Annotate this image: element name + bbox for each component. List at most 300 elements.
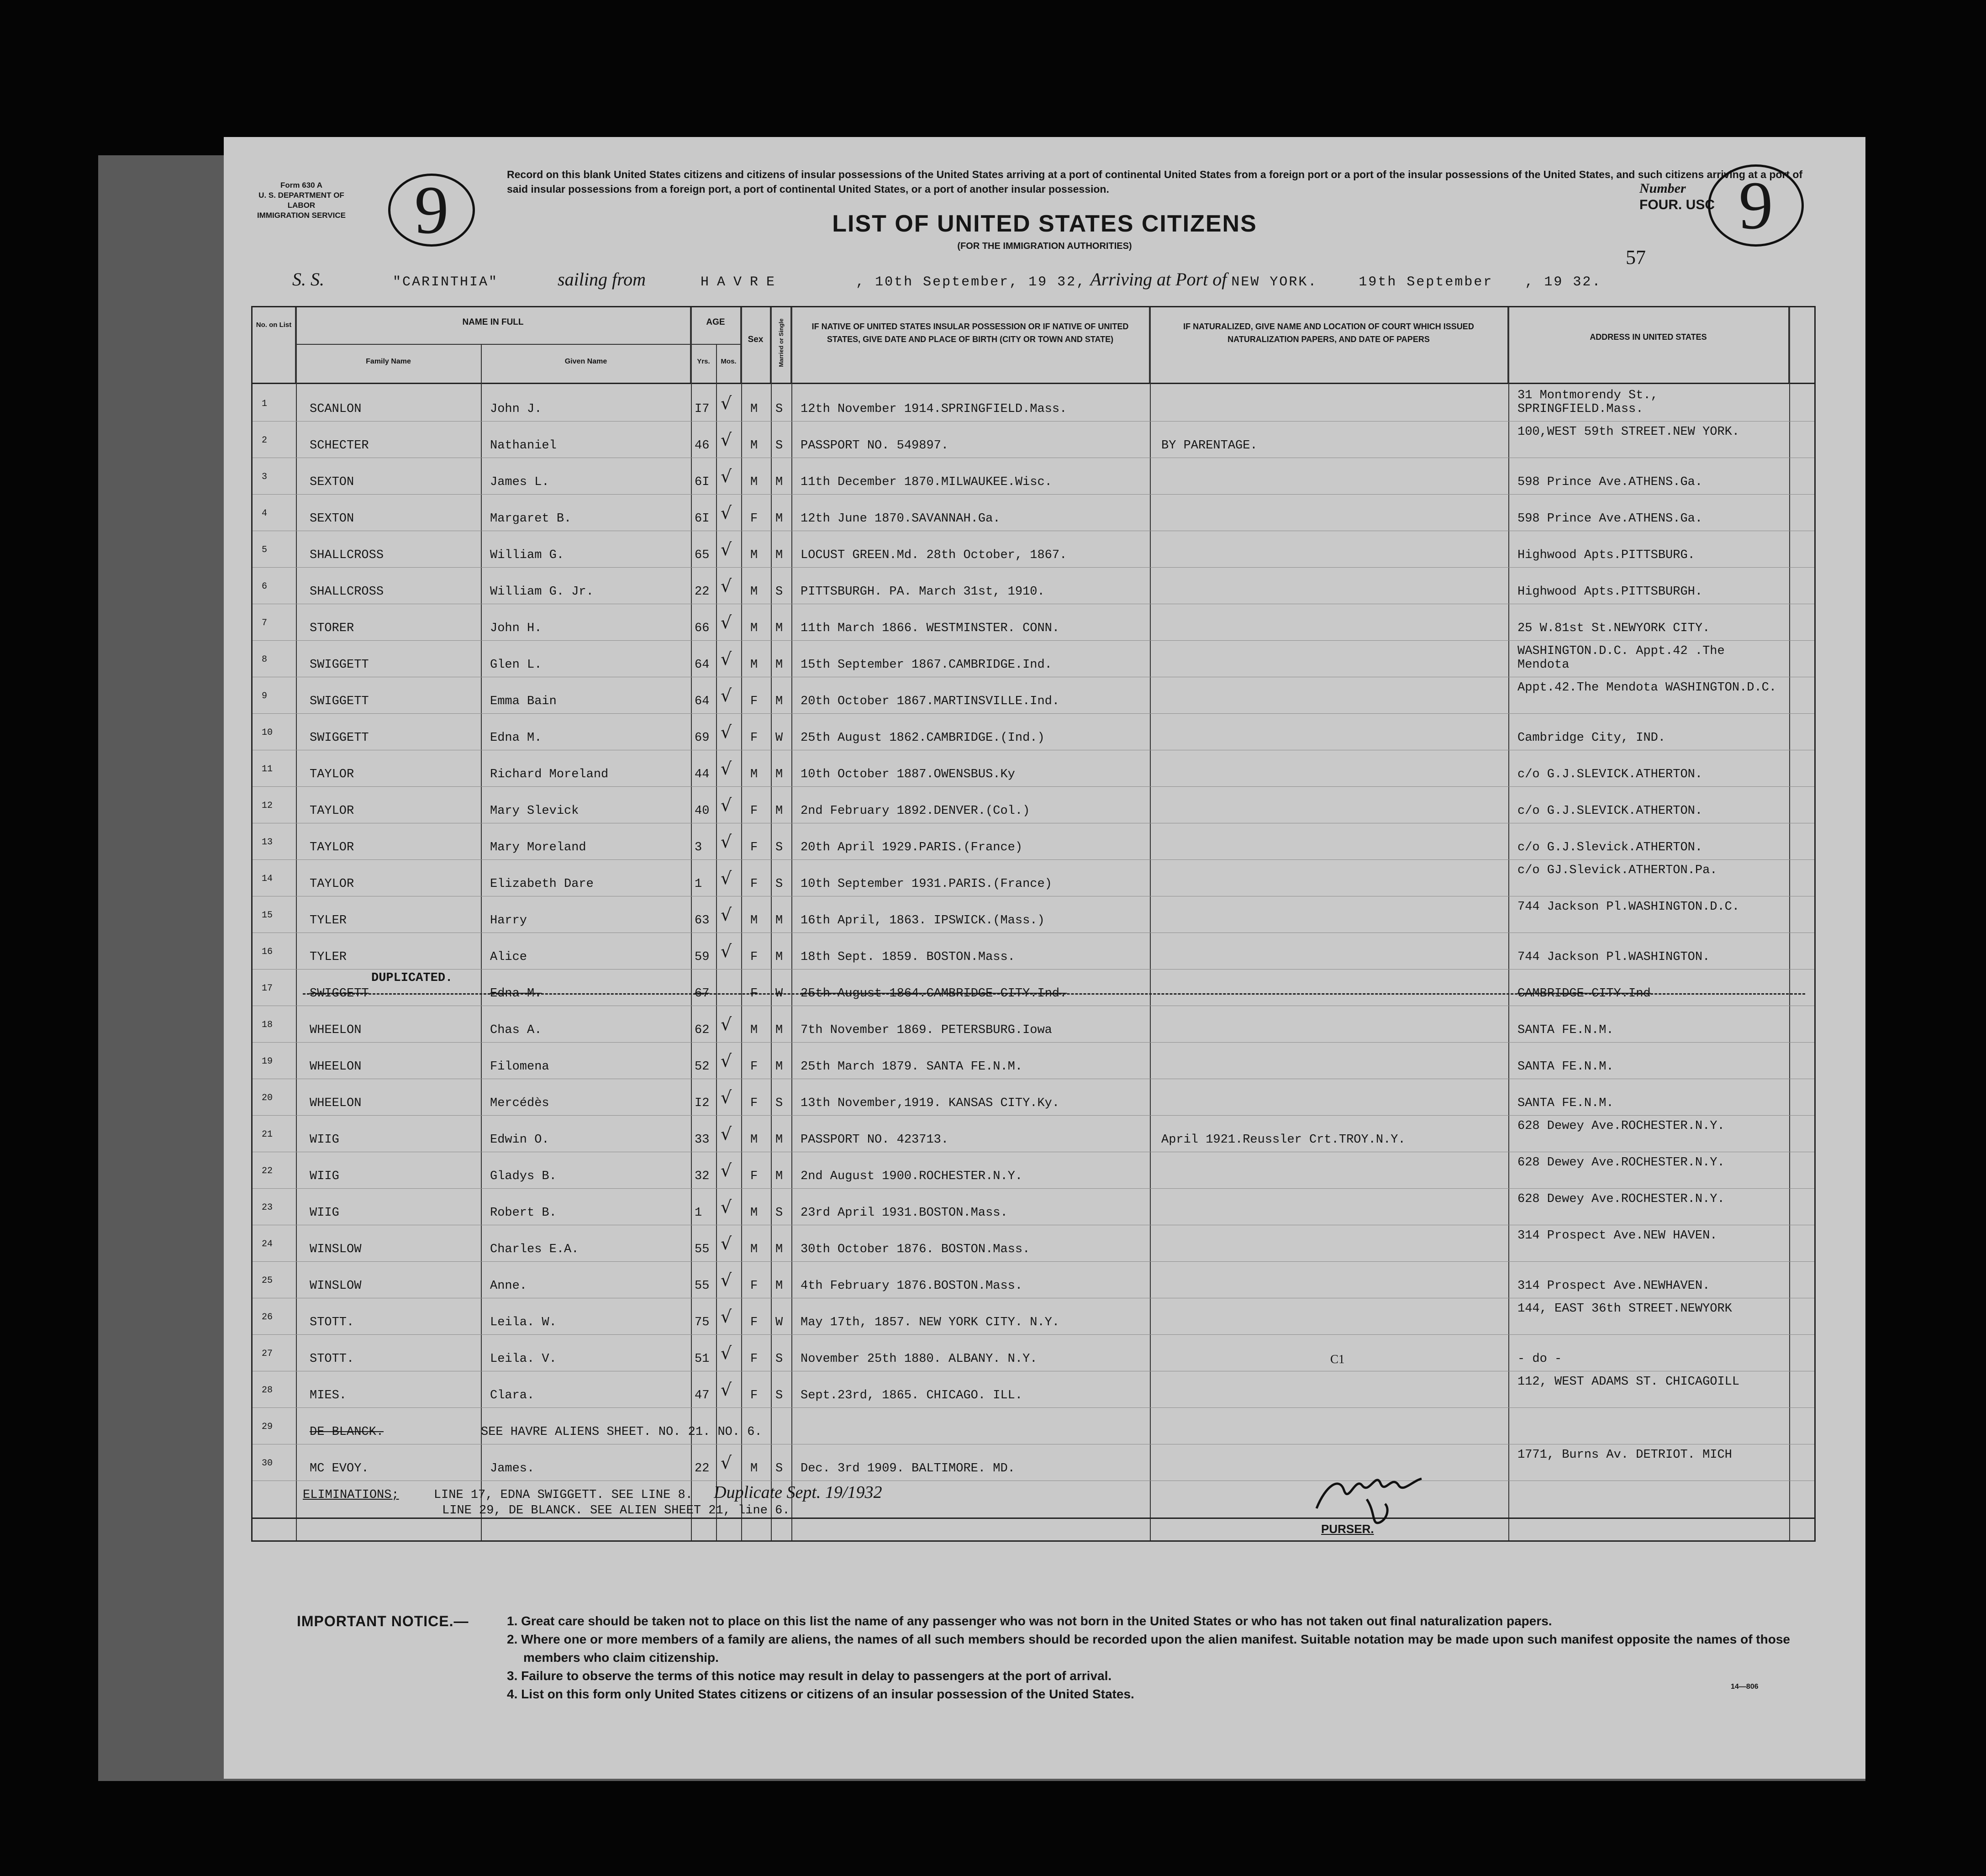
header-naturalized — [1150, 307, 1508, 383]
given-name: Edna M. — [490, 731, 542, 745]
marital-status: W — [775, 987, 783, 1001]
birth-info: May 17th, 1857. NEW YORK CITY. N.Y. — [801, 1316, 1060, 1329]
header-naturalized-text: IF NATURALIZED, GIVE NAME AND LOCATION OF COURT WHICH ISSUED NATURALIZATION PAPERS, AND DATE OF PAPERS — [1183, 322, 1474, 344]
corner-code: 14—806 — [1731, 1683, 1759, 1691]
table-row — [253, 568, 1814, 604]
given-name: Harry — [490, 914, 527, 927]
family-name: MIES. — [310, 1389, 347, 1402]
family-name: SHALLCROSS — [310, 585, 384, 599]
given-name: Mary Slevick — [490, 804, 579, 818]
birth-info: 13th November,1919. KANSAS CITY.Ky. — [801, 1096, 1060, 1110]
check-mark: √ — [721, 722, 732, 742]
check-mark: √ — [721, 685, 732, 706]
ship-name: "CARINTHIA" — [393, 274, 499, 290]
page-number: 57 — [1626, 246, 1646, 269]
line-number: 17 — [262, 983, 273, 994]
us-address: CAMBRIDGE CITY.Ind — [1517, 987, 1651, 1001]
table-row — [253, 970, 1814, 1006]
header-no — [253, 307, 296, 383]
birth-info: 25th August 1864.CAMBRIDGE CITY.Ind. — [801, 987, 1067, 1001]
eliminations — [303, 1485, 1764, 1518]
given-name: Alice — [490, 950, 527, 964]
given-name: Charles E.A. — [490, 1243, 579, 1256]
us-address: 100,WEST 59th STREET.NEW YORK. — [1517, 425, 1740, 439]
check-mark: √ — [721, 393, 732, 413]
table-row — [253, 677, 1814, 714]
family-name: SCANLON — [310, 402, 362, 416]
naturalization: BY PARENTAGE. — [1161, 439, 1258, 453]
age-years: 55 — [695, 1243, 710, 1256]
header-age-text: AGE — [706, 317, 725, 327]
table-row — [253, 422, 1814, 458]
notice-item: 3. Failure to observe the terms of this notice may result in delay to passengers at the port of arrival. — [507, 1669, 1112, 1683]
check-mark: √ — [721, 1307, 732, 1327]
table-row — [253, 641, 1814, 677]
us-address: 314 Prospect Ave.NEWHAVEN. — [1517, 1279, 1710, 1293]
us-address: 598 Prince Ave.ATHENS.Ga. — [1517, 475, 1703, 489]
table-row — [253, 458, 1814, 495]
given-name: James L. — [490, 475, 549, 489]
family-name: SWIGGETT — [310, 731, 369, 745]
age-years: 69 — [695, 731, 710, 745]
age-years: 62 — [695, 1023, 710, 1037]
sex: M — [750, 475, 758, 489]
sex: M — [750, 1243, 758, 1256]
check-mark: √ — [721, 1343, 732, 1363]
check-mark: √ — [721, 1197, 732, 1217]
age-years: 3 — [695, 841, 702, 854]
header-sex — [741, 307, 771, 383]
form-service: IMMIGRATION SERVICE — [257, 211, 346, 220]
us-address: Highwood Apts.PITTSBURG. — [1517, 548, 1695, 562]
marital-status: S — [775, 1206, 783, 1220]
marital-status: S — [775, 877, 783, 891]
family-name: TAYLOR — [310, 841, 354, 854]
given-name: William G. Jr. — [490, 585, 594, 599]
number-label: Number — [1639, 181, 1686, 196]
sex: F — [750, 1316, 758, 1329]
sex: M — [750, 914, 758, 927]
line-number: 5 — [262, 545, 268, 555]
birth-info: 10th September 1931.PARIS.(France) — [801, 877, 1052, 891]
marital-status: M — [775, 1243, 783, 1256]
eliminations-line2: LINE 29, DE BLANCK. SEE ALIEN SHEET 21, line 6. — [442, 1504, 790, 1518]
notice-label: IMPORTANT NOTICE.— — [297, 1613, 469, 1629]
given-name: Leila. W. — [490, 1316, 557, 1329]
age-years: 55 — [695, 1279, 710, 1293]
us-address: 1771, Burns Av. DETRIOT. MICH — [1517, 1448, 1732, 1462]
check-mark: √ — [721, 612, 732, 632]
table-row — [253, 1371, 1814, 1408]
vessel-line — [292, 269, 1813, 290]
line-number: 27 — [262, 1349, 273, 1359]
line-number: 28 — [262, 1385, 273, 1396]
notice-list — [507, 1612, 1804, 1703]
sex: F — [750, 804, 758, 818]
check-mark: √ — [721, 1014, 732, 1034]
age-years: 1 — [695, 877, 702, 891]
sex: F — [750, 841, 758, 854]
record-instructions: Record on this blank United States citizens and citizens of insular possessions of the United States arriving at a port of continental United States from a foreign port or a port of the insular possessions of the United States, and such citizens arriving at a port of said insular possessions from a foreign port, a port of continental United States, or a port of another insular possession. — [507, 169, 1803, 195]
purser-label: PURSER. — [1321, 1522, 1374, 1536]
given-name: Gladys B. — [490, 1170, 557, 1183]
family-name: WINSLOW — [310, 1279, 362, 1293]
birth-info: 2nd February 1892.DENVER.(Col.) — [801, 804, 1030, 818]
family-name: MC EVOY. — [310, 1462, 369, 1476]
age-years: 46 — [695, 439, 710, 453]
family-name: WINSLOW — [310, 1243, 362, 1256]
age-years: 66 — [695, 622, 710, 635]
header-yrs: Yrs. — [697, 358, 710, 365]
family-name: SWIGGETT — [310, 695, 369, 708]
family-name: WIIG — [310, 1133, 339, 1147]
given-name: Robert B. — [490, 1206, 557, 1220]
family-name: TYLER — [310, 950, 347, 964]
table-row — [253, 714, 1814, 750]
header-given: Given Name — [564, 358, 607, 365]
given-name: Chas A. — [490, 1023, 542, 1037]
birth-info: 7th November 1869. PETERSBURG.Iowa — [801, 1023, 1052, 1037]
family-name: SEXTON — [310, 475, 354, 489]
age-years: 59 — [695, 950, 710, 964]
given-name: Emma Bain — [490, 695, 557, 708]
header-married — [771, 307, 791, 383]
check-mark: √ — [721, 1160, 732, 1180]
us-address: SANTA FE.N.M. — [1517, 1096, 1614, 1110]
check-mark: √ — [721, 1087, 732, 1107]
line-number: 3 — [262, 472, 268, 482]
naturalization: April 1921.Reussler Crt.TROY.N.Y. — [1161, 1133, 1406, 1147]
table-row — [253, 531, 1814, 568]
table-row — [253, 1152, 1814, 1189]
sex: F — [750, 1352, 758, 1366]
us-address: Cambridge City, IND. — [1517, 731, 1666, 745]
arrival-year: , 19 32. — [1525, 274, 1602, 290]
check-mark: √ — [721, 905, 732, 925]
sex: M — [750, 768, 758, 781]
age-years: 52 — [695, 1060, 710, 1074]
table-row — [253, 495, 1814, 531]
birth-info: PASSPORT NO. 423713. — [801, 1133, 949, 1147]
line-number: 25 — [262, 1275, 273, 1286]
check-mark: √ — [721, 1051, 732, 1071]
check-mark: √ — [721, 503, 732, 523]
age-years: 65 — [695, 548, 710, 562]
given-name: William G. — [490, 548, 564, 562]
notice-item: 4. List on this form only United States citizens or citizens of an insular possession of the United States. — [507, 1687, 1134, 1701]
birth-info: 15th September 1867.CAMBRIDGE.Ind. — [801, 658, 1052, 672]
page-subtitle: (FOR THE IMMIGRATION AUTHORITIES) — [957, 241, 1132, 251]
form-department: U. S. DEPARTMENT OF LABOR — [258, 191, 344, 210]
sex: M — [750, 1133, 758, 1147]
table-row — [253, 1408, 1814, 1444]
ss-label: S. S. — [292, 269, 324, 290]
arrival-date: 19th September — [1359, 274, 1493, 290]
table-row — [253, 1079, 1814, 1116]
birth-info: 11th December 1870.MILWAUKEE.Wisc. — [801, 475, 1052, 489]
marital-status: M — [775, 512, 783, 526]
marital-status: M — [775, 1060, 783, 1074]
sex: F — [750, 1096, 758, 1110]
birth-info: PITTSBURGH. PA. March 31st, 1910. — [801, 585, 1045, 599]
age-years: 6I — [695, 475, 710, 489]
sheet-mark-right-text: 9 — [1738, 168, 1773, 243]
sheet-mark-left-text: 9 — [414, 172, 449, 248]
age-years: I7 — [695, 402, 710, 416]
birth-info: 25th August 1862.CAMBRIDGE.(Ind.) — [801, 731, 1045, 745]
birth-info: November 25th 1880. ALBANY. N.Y. — [801, 1352, 1038, 1366]
marital-status: M — [775, 1023, 783, 1037]
sex: F — [750, 1389, 758, 1402]
header-married-text: Married or Single — [778, 318, 785, 367]
us-address: SANTA FE.N.M. — [1517, 1023, 1614, 1037]
sex: M — [750, 439, 758, 453]
birth-info: LOCUST GREEN.Md. 28th October, 1867. — [801, 548, 1067, 562]
check-mark: √ — [721, 868, 732, 888]
given-name: Glen L. — [490, 658, 542, 672]
age-years: 44 — [695, 768, 710, 781]
family-name: TAYLOR — [310, 804, 354, 818]
line-number: 11 — [262, 764, 273, 775]
check-mark: √ — [721, 466, 732, 486]
sailing-label: sailing from — [558, 269, 646, 290]
line-number: 20 — [262, 1093, 273, 1103]
sex: M — [750, 622, 758, 635]
age-years: 64 — [695, 695, 710, 708]
given-name: Richard Moreland — [490, 768, 609, 781]
given-name: James. — [490, 1462, 535, 1476]
us-address: Appt.42.The Mendota WASHINGTON.D.C. — [1517, 681, 1777, 695]
family-name: TAYLOR — [310, 768, 354, 781]
marital-status: M — [775, 768, 783, 781]
us-address: 25 W.81st St.NEWYORK CITY. — [1517, 622, 1710, 635]
sex: M — [750, 1023, 758, 1037]
marital-status: M — [775, 475, 783, 489]
birth-info: 12th November 1914.SPRINGFIELD.Mass. — [801, 402, 1067, 416]
check-mark: √ — [721, 759, 732, 779]
age-years: 6I — [695, 512, 710, 526]
age-years: 32 — [695, 1170, 710, 1183]
family-name: TYLER — [310, 914, 347, 927]
family-name: SWIGGETT — [310, 987, 369, 1001]
check-mark: √ — [721, 430, 732, 450]
table-row — [253, 604, 1814, 641]
birth-info: PASSPORT NO. 549897. — [801, 439, 949, 453]
family-name: SEXTON — [310, 512, 354, 526]
manifest-page — [224, 137, 1865, 1779]
table-row — [253, 385, 1814, 422]
line-number: 4 — [262, 508, 268, 519]
table-row — [253, 823, 1814, 860]
given-name: Edna M. — [490, 987, 542, 1001]
sex: M — [750, 548, 758, 562]
departure-port: HAVRE — [701, 274, 783, 290]
birth-info: 20th April 1929.PARIS.(France) — [801, 841, 1023, 854]
birth-info: 4th February 1876.BOSTON.Mass. — [801, 1279, 1023, 1293]
family-name: WHEELON — [310, 1096, 362, 1110]
line-number: 19 — [262, 1056, 273, 1067]
table-row — [253, 896, 1814, 933]
birth-info: 20th October 1867.MARTINSVILLE.Ind. — [801, 695, 1060, 708]
birth-info: 10th October 1887.OWENSBUS.Ky — [801, 768, 1015, 781]
line-number: 23 — [262, 1202, 273, 1213]
table-row — [253, 1225, 1814, 1262]
line-number: 9 — [262, 691, 268, 701]
sex: F — [750, 1170, 758, 1183]
line-number: 7 — [262, 618, 268, 628]
line-number: 8 — [262, 654, 268, 665]
age-years: 75 — [695, 1316, 710, 1329]
check-mark: √ — [721, 539, 732, 559]
line-number: 16 — [262, 947, 273, 957]
marital-status: M — [775, 695, 783, 708]
header-name-text: NAME IN FULL — [462, 317, 524, 327]
line-number: 10 — [262, 727, 273, 738]
marital-status: S — [775, 1352, 783, 1366]
birth-info: Sept.23rd, 1865. CHICAGO. ILL. — [801, 1389, 1023, 1402]
given-name: Nathaniel — [490, 439, 557, 453]
marital-status: W — [775, 731, 783, 745]
family-name: SHALLCROSS — [310, 548, 384, 562]
marital-status: M — [775, 658, 783, 672]
us-address: 314 Prospect Ave.NEW HAVEN. — [1517, 1229, 1717, 1243]
birth-info: 30th October 1876. BOSTON.Mass. — [801, 1243, 1030, 1256]
us-address: - do - — [1517, 1352, 1562, 1366]
marital-status: S — [775, 841, 783, 854]
birth-info: 25th March 1879. SANTA FE.N.M. — [801, 1060, 1023, 1074]
age-years: 22 — [695, 1462, 710, 1476]
birth-info: 18th Sept. 1859. BOSTON.Mass. — [801, 950, 1015, 964]
us-address: 744 Jackson Pl.WASHINGTON.D.C. — [1517, 900, 1740, 914]
line-number: 6 — [262, 581, 268, 592]
us-address: 628 Dewey Ave.ROCHESTER.N.Y. — [1517, 1119, 1725, 1133]
check-mark: √ — [721, 795, 732, 815]
age-years: I2 — [695, 1096, 710, 1110]
sex: F — [750, 1279, 758, 1293]
line-number: 1 — [262, 399, 268, 409]
given-name: Filomena — [490, 1060, 549, 1074]
family-name: SCHECTER — [310, 439, 369, 453]
given-name: Mary Moreland — [490, 841, 586, 854]
age-years: 63 — [695, 914, 710, 927]
line-number: 29 — [262, 1422, 273, 1432]
number-box — [1639, 180, 1715, 213]
family-name: SWIGGETT — [310, 658, 369, 672]
age-years: 1 — [695, 1206, 702, 1220]
sex: M — [750, 1206, 758, 1220]
form-number-text: Form 630 A — [280, 181, 322, 190]
birth-info: 11th March 1866. WESTMINSTER. CONN. — [801, 622, 1060, 635]
marital-status: S — [775, 585, 783, 599]
birth-info: 12th June 1870.SAVANNAH.Ga. — [801, 512, 1001, 526]
family-name: WHEELON — [310, 1060, 362, 1074]
age-years: 67 — [695, 987, 710, 1001]
us-address: 744 Jackson Pl.WASHINGTON. — [1517, 950, 1710, 964]
strike-line — [303, 993, 1805, 995]
family-name: STOTT. — [310, 1316, 354, 1329]
line-number: 2 — [262, 435, 268, 446]
naturalization: C1 — [1330, 1352, 1345, 1366]
marital-status: M — [775, 950, 783, 964]
eliminations-label: ELIMINATIONS; — [303, 1488, 399, 1502]
us-address: c/o G.J.SLEVICK.ATHERTON. — [1517, 804, 1703, 818]
family-name: STORER — [310, 622, 354, 635]
table-row — [253, 1043, 1814, 1079]
sex: F — [750, 877, 758, 891]
us-address: 31 Montmorendy St., SPRINGFIELD.Mass. — [1517, 389, 1658, 416]
us-address: 628 Dewey Ave.ROCHESTER.N.Y. — [1517, 1156, 1725, 1170]
header-no-text: No. on List — [256, 321, 292, 329]
check-mark: √ — [721, 832, 732, 852]
line-number: 24 — [262, 1239, 273, 1249]
horizontal-rule — [253, 1518, 1814, 1519]
line-number: 26 — [262, 1312, 273, 1323]
marital-status: M — [775, 548, 783, 562]
us-address: 598 Prince Ave.ATHENS.Ga. — [1517, 512, 1703, 526]
us-address: c/o GJ.Slevick.ATHERTON.Pa. — [1517, 864, 1717, 877]
table-row — [253, 1335, 1814, 1371]
arrival-port: NEW YORK. — [1231, 274, 1318, 290]
header-mos: Mos. — [721, 358, 737, 365]
table-row — [253, 787, 1814, 823]
family-name: WIIG — [310, 1170, 339, 1183]
notice-item: 1. Great care should be taken not to place on this list the name of any passenger who was not born in the United States or who has not taken out final naturalization papers. — [507, 1614, 1552, 1628]
arriving-label: Arriving at Port of — [1090, 269, 1227, 290]
marital-status: M — [775, 914, 783, 927]
header-birth — [791, 307, 1150, 383]
given-name: Mercédès — [490, 1096, 549, 1110]
sex: F — [750, 512, 758, 526]
table-row — [253, 933, 1814, 970]
line-number: 13 — [262, 837, 273, 848]
family-name: DE BLANCK. — [310, 1425, 384, 1439]
family-name: TAYLOR — [310, 877, 354, 891]
number-value: FOUR. USC — [1639, 197, 1715, 212]
check-mark: √ — [721, 1380, 732, 1400]
line-number: 30 — [262, 1458, 273, 1469]
birth-info: 23rd April 1931.BOSTON.Mass. — [801, 1206, 1008, 1220]
sex: F — [750, 1060, 758, 1074]
marital-status: W — [775, 1316, 783, 1329]
family-name: WIIG — [310, 1206, 339, 1220]
passenger-table — [251, 306, 1816, 1542]
us-address: c/o G.J.SLEVICK.ATHERTON. — [1517, 768, 1703, 781]
eliminations-handwritten: Duplicate Sept. 19/1932 — [714, 1483, 882, 1502]
check-mark: √ — [721, 576, 732, 596]
header-address — [1508, 307, 1789, 383]
sex: M — [750, 402, 758, 416]
marital-status: S — [775, 402, 783, 416]
notice-item: 2. Where one or more members of a family are aliens, the names of all such members should be recorded upon the alien manifest. Suitable notation may be made upon such manifest opposite the names of those members who claim citizenship. — [507, 1632, 1790, 1665]
table-row — [253, 1189, 1814, 1225]
given-name: Elizabeth Dare — [490, 877, 594, 891]
family-name: WHEELON — [310, 1023, 362, 1037]
birth-info: 16th April, 1863. IPSWICK.(Mass.) — [801, 914, 1045, 927]
sex: F — [750, 987, 758, 1001]
us-address: WASHINGTON.D.C. Appt.42 .The Mendota — [1517, 644, 1725, 672]
us-address: 112, WEST ADAMS ST. CHICAGOILL — [1517, 1375, 1740, 1389]
marital-status: S — [775, 1389, 783, 1402]
sex: F — [750, 695, 758, 708]
line-number: 14 — [262, 874, 273, 884]
line-number: 18 — [262, 1020, 273, 1030]
given-name: Leila. V. — [490, 1352, 557, 1366]
given-name: Clara. — [490, 1389, 535, 1402]
table-row — [253, 1444, 1814, 1481]
eliminations-line1: LINE 17, EDNA SWIGGETT. SEE LINE 8. — [433, 1488, 693, 1502]
given-name: John H. — [490, 622, 542, 635]
check-mark: √ — [721, 1453, 732, 1473]
